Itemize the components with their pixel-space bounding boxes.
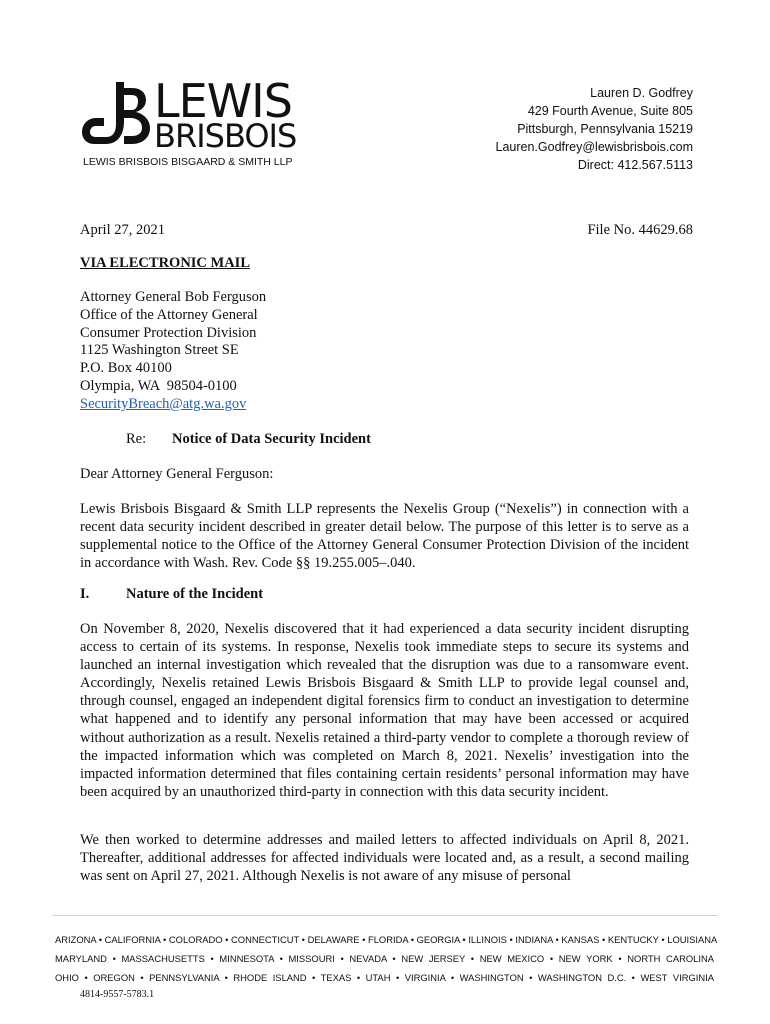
sender-block <box>496 84 694 174</box>
delivery-method: VIA ELECTRONIC MAIL <box>80 255 250 271</box>
recipient-line3: Consumer Protection Division <box>80 324 257 341</box>
file-number: File No. 44629.68 <box>587 222 693 238</box>
footer-states-line1: ARIZONA • CALIFORNIA • COLORADO • CONNECTICUT • DELAWARE • FLORIDA • GEORGIA • ILLINOIS • INDIANA • KANSAS • KENTUCKY • LOUISIANA <box>55 934 718 945</box>
recipient-line6: Olympia, WA 98504-0100 <box>80 377 237 394</box>
letter-date: April 27, 2021 <box>80 222 165 238</box>
lewis-brisbois-monogram-icon <box>80 78 152 150</box>
recipient-address <box>80 289 689 414</box>
section-title: Nature of the Incident <box>126 586 264 602</box>
section-heading <box>80 585 693 603</box>
recipient-line4: 1125 Washington Street SE <box>80 342 239 359</box>
sender-email[interactable]: Lauren.Godfrey@lewisbrisbois.com <box>495 140 693 154</box>
logo-wordmark-brisbois: BRISBOIS <box>154 117 297 155</box>
firm-logo <box>80 74 297 173</box>
firm-full-name: LEWIS BRISBOIS BISGAARD & SMITH LLP <box>83 156 293 168</box>
footer-divider <box>52 915 718 916</box>
logo-wordmark-lewis: LEWIS <box>154 74 292 128</box>
sender-direct-phone: Direct: 412.567.5113 <box>577 158 693 172</box>
intro-paragraph: Lewis Brisbois Bisgaard & Smith LLP represents the Nexelis Group (“Nexelis”) in connection with a recent data security incident described in greater detail below. The purpose of this letter is to serve as a supplemental notice to the Office of the Attorney General Consumer Protection Division of the incident in accordance with Wash. Rev. Code §§ 19.255.005–.040. <box>80 501 689 572</box>
footer-states-line2: MARYLAND • MASSACHUSETTS • MINNESOTA • MISSOURI • NEVADA • NEW JERSEY • NEW MEXICO • NEW YORK • NORTH CAROLINA <box>55 953 714 964</box>
re-subject: Notice of Data Security Incident <box>172 431 371 447</box>
document-number: 4814-9557-5783.1 <box>80 989 155 1000</box>
incident-paragraph-1: On November 8, 2020, Nexelis discovered that it had experienced a data security incident disrupting access to certain of its systems. In response, Nexelis took immediate steps to secure its systems and launched an internal investigation which revealed that the disruption was due to a ransomware event. Accordingly, Nexelis retained Lewis Brisbois Bisgaard & Smith LLP to provide legal counsel and, through counsel, engaged an independent digital forensics firm to conduct an investigation to determine what happened and to identify any personal information that may have been accessed or acquired without authorization as a result. Nexelis retained a third-party vendor to complete a thorough review of the impacted information which was completed on March 8, 2021. Nexelis’ investigation into the impacted information determined that files containing certain residents’ personal information may have been acquired by an unauthorized third-party in connection with this data security incident. <box>80 621 689 800</box>
date-file-row <box>80 221 693 239</box>
recipient-line1: Attorney General Bob Ferguson <box>80 289 267 305</box>
incident-paragraph-2: We then worked to determine addresses and mailed letters to affected individuals on April 8, 2021. Thereafter, additional addresses for affected individuals were located and, as a result, a second mailing was sent on April 27, 2021. Although Nexelis is not aware of any misuse of personal <box>80 832 689 885</box>
salutation: Dear Attorney General Ferguson: <box>80 466 274 482</box>
recipient-email-link[interactable]: SecurityBreach@atg.wa.gov <box>80 395 247 412</box>
sender-name: Lauren D. Godfrey <box>590 86 693 100</box>
footer-states-line3: OHIO • OREGON • PENNSYLVANIA • RHODE ISLAND • TEXAS • UTAH • VIRGINIA • WASHINGTON • WASHINGTON D.C. • WEST VIRGINIA <box>55 972 714 983</box>
sender-address-line1: 429 Fourth Avenue, Suite 805 <box>527 104 693 118</box>
sender-address-line2: Pittsburgh, Pennsylvania 15219 <box>517 122 693 136</box>
recipient-line5: P.O. Box 40100 <box>80 360 172 377</box>
section-number: I. <box>80 586 90 602</box>
recipient-line2: Office of the Attorney General <box>80 306 258 323</box>
re-label: Re: <box>126 431 147 447</box>
